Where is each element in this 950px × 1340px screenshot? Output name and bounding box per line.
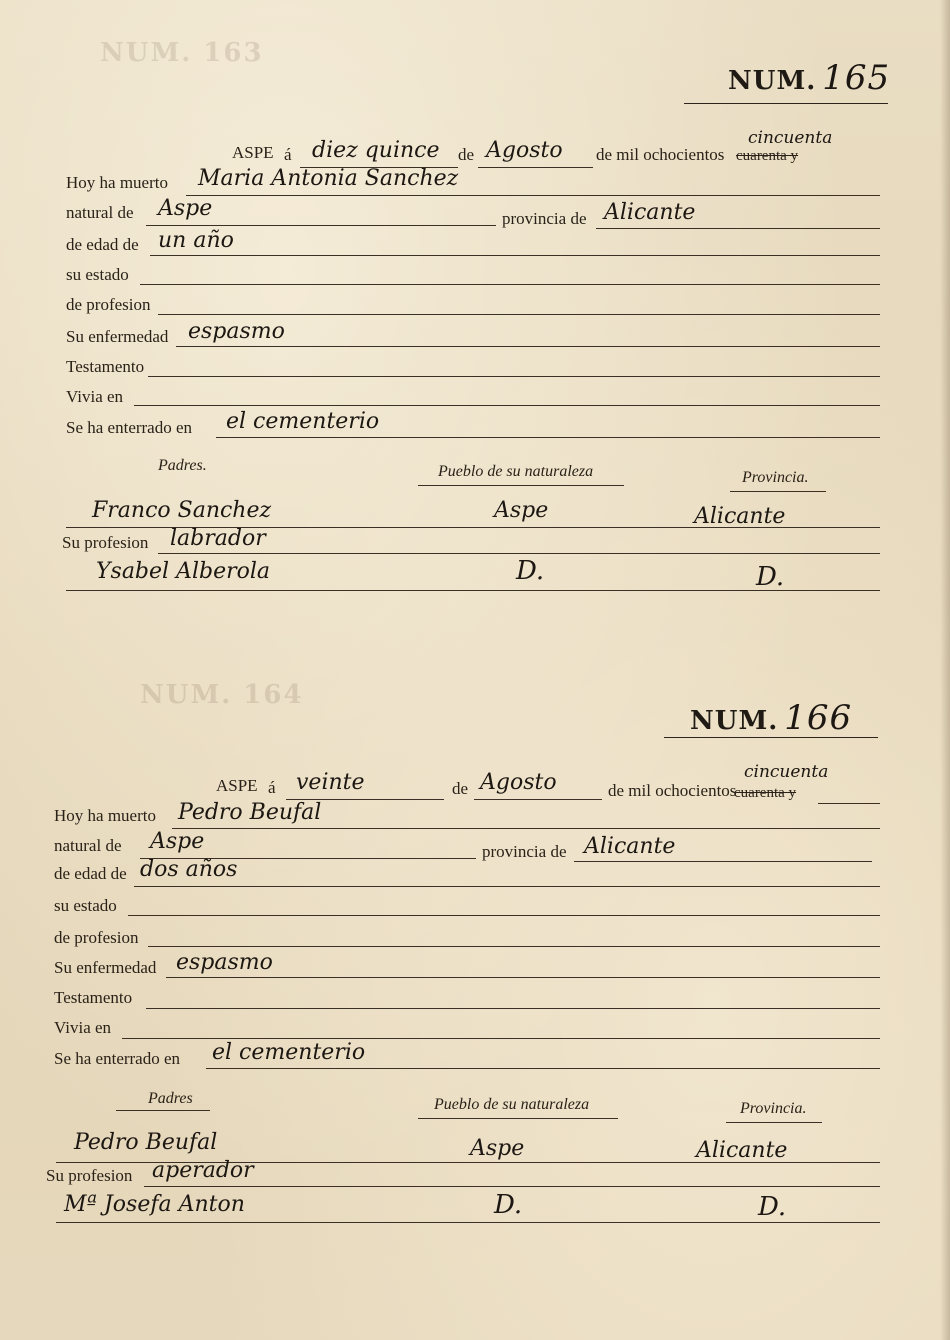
- deceased-name: Pedro Beufal: [178, 800, 322, 825]
- father-provincia: Alicante: [696, 1138, 788, 1163]
- estado-line: [140, 284, 880, 285]
- mother-name: Mª Josefa Anton: [64, 1192, 245, 1217]
- provincia-header: Provincia.: [742, 469, 809, 486]
- place-label: ASPE: [232, 143, 274, 162]
- pueblo-header: Pueblo de su naturaleza: [434, 1096, 590, 1113]
- name-line: [172, 828, 880, 829]
- pueblo-header-rule: [418, 1118, 618, 1119]
- vivia-line: [122, 1038, 880, 1039]
- edad-line: [134, 886, 880, 887]
- mother-pueblo: D.: [494, 1190, 523, 1220]
- place-label: ASPE: [216, 776, 258, 795]
- provincia-label: provincia de: [502, 209, 587, 228]
- number-rule: [664, 737, 878, 738]
- page-binding-shadow: [940, 0, 950, 1340]
- estado-label: su estado: [54, 896, 117, 915]
- provincia-header-rule: [730, 491, 826, 492]
- number-rule: [684, 103, 888, 104]
- struck-decade: cuarenta y: [736, 148, 799, 164]
- enfermedad-line: [166, 977, 880, 978]
- edad-label: de edad de: [54, 864, 127, 883]
- year-text: de mil ochocientos: [608, 781, 737, 800]
- bleed-through-number: NUM. 164: [140, 680, 304, 710]
- enterrado-value: el cementerio: [212, 1040, 366, 1065]
- vivia-line: [134, 405, 880, 406]
- natural-label: natural de: [66, 203, 134, 222]
- profesion-label: de profesion: [66, 295, 151, 314]
- decade-value: cincuenta: [748, 128, 833, 148]
- bleed-through-number: NUM. 163: [100, 38, 264, 68]
- provincia-header: Provincia.: [740, 1100, 807, 1117]
- day-value: veinte: [296, 770, 365, 795]
- enterrado-line: [206, 1068, 880, 1069]
- profesion-line: [158, 314, 880, 315]
- enfermedad-label: Su enfermedad: [66, 327, 169, 346]
- enfermedad-label: Su enfermedad: [54, 958, 157, 977]
- testamento-label: Testamento: [66, 357, 145, 376]
- estado-label: su estado: [66, 265, 129, 284]
- record-number: NUM. 165: [728, 58, 891, 98]
- father-profesion: aperador: [152, 1158, 254, 1183]
- mother-pueblo: D.: [516, 556, 545, 586]
- hoy-label: Hoy ha muerto: [54, 806, 156, 825]
- provincia-line: [574, 861, 872, 862]
- pueblo-header: Pueblo de su naturaleza: [438, 463, 594, 480]
- padres-header-rule: [116, 1110, 210, 1111]
- padres-header: Padres: [148, 1090, 193, 1107]
- month-line: [474, 799, 602, 800]
- natural-value: Aspe: [158, 196, 213, 221]
- profesion-label: de profesion: [54, 928, 139, 947]
- a-label: á: [268, 778, 276, 797]
- month-value: Agosto: [480, 770, 557, 795]
- enterrado-line: [216, 437, 880, 438]
- struck-decade: cuarenta y: [734, 785, 797, 801]
- day-value: diez quince: [312, 138, 440, 163]
- edad-value: un año: [158, 228, 234, 253]
- father-pueblo: Aspe: [470, 1136, 525, 1161]
- enfermedad-value: espasmo: [188, 319, 285, 344]
- su-profesion-line: [158, 553, 880, 554]
- father-name: Franco Sanchez: [92, 498, 272, 523]
- estado-line: [128, 915, 880, 916]
- father-provincia: Alicante: [694, 504, 786, 529]
- de-label: de: [458, 145, 475, 164]
- edad-line: [150, 255, 880, 256]
- testamento-line: [146, 1008, 880, 1009]
- enterrado-value: el cementerio: [226, 409, 380, 434]
- enfermedad-value: espasmo: [176, 950, 273, 975]
- mother-provincia: D.: [756, 562, 785, 592]
- father-name: Pedro Beufal: [74, 1130, 218, 1155]
- enterrado-label: Se ha enterrado en: [54, 1049, 181, 1068]
- month-value: Agosto: [486, 138, 563, 163]
- father-profesion: labrador: [170, 526, 266, 551]
- mother-line: [66, 590, 880, 591]
- provincia-label: provincia de: [482, 842, 567, 861]
- vivia-label: Vivia en: [66, 387, 124, 406]
- month-line: [478, 167, 593, 168]
- provincia-header-rule: [726, 1122, 822, 1123]
- mother-line: [56, 1222, 880, 1223]
- profesion-line: [148, 946, 880, 947]
- mother-name: Ysabel Alberola: [96, 559, 271, 584]
- natural-label: natural de: [54, 836, 122, 855]
- record-number: NUM. 166: [690, 698, 853, 738]
- deceased-name: Maria Antonia Sanchez: [198, 166, 459, 191]
- edad-label: de edad de: [66, 235, 139, 254]
- su-profesion-line: [144, 1186, 880, 1187]
- year-text: de mil ochocientos: [596, 145, 725, 164]
- a-label: á: [284, 145, 292, 164]
- vivia-label: Vivia en: [54, 1018, 112, 1037]
- mother-provincia: D.: [758, 1192, 787, 1222]
- enfermedad-line: [176, 346, 880, 347]
- provincia-value: Alicante: [604, 200, 696, 225]
- su-profesion-label: Su profesion: [46, 1166, 133, 1185]
- father-pueblo: Aspe: [494, 498, 549, 523]
- name-line: [186, 195, 880, 196]
- provincia-line: [596, 228, 880, 229]
- testamento-line: [148, 376, 880, 377]
- decade-line: [818, 803, 880, 804]
- padres-header: Padres.: [158, 457, 207, 474]
- enterrado-label: Se ha enterrado en: [66, 418, 193, 437]
- natural-line: [146, 225, 496, 226]
- decade-value: cincuenta: [744, 762, 829, 782]
- hoy-label: Hoy ha muerto: [66, 173, 168, 192]
- edad-value: dos años: [140, 857, 238, 882]
- testamento-label: Testamento: [54, 988, 133, 1007]
- su-profesion-label: Su profesion: [62, 533, 149, 552]
- de-label: de: [452, 779, 469, 798]
- pueblo-header-rule: [418, 485, 624, 486]
- provincia-value: Alicante: [584, 834, 676, 859]
- natural-value: Aspe: [150, 829, 205, 854]
